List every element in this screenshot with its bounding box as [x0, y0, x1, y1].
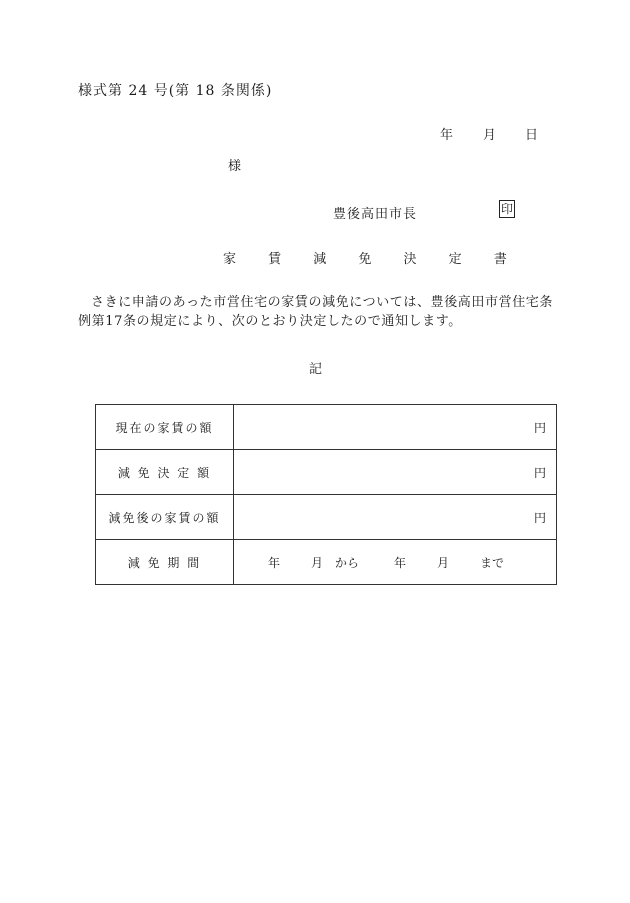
form-number: 様式第 24 号(第 18 条関係) [78, 83, 273, 99]
body-text: さきに申請のあった市営住宅の家賃の減免については、豊後高田市営住宅条例第17条の規定により、次のとおり決定したので通知します。 [78, 295, 554, 329]
row-value-unit: 円 [234, 405, 557, 450]
period-month1: 月 [311, 556, 324, 570]
period-cell [234, 540, 557, 585]
issuer-title: 豊後高田市長 [333, 207, 418, 222]
row-value-unit: 円 [234, 450, 557, 495]
table-row [96, 540, 557, 585]
row-label: 減 免 期 間 [96, 540, 234, 585]
row-label: 現在の家賃の額 [96, 405, 234, 450]
row-value-unit: 円 [234, 495, 557, 540]
ki-heading: 記 [309, 362, 323, 377]
table-row [96, 495, 557, 540]
table-row [96, 405, 557, 450]
date-month-label: 月 [483, 128, 497, 143]
period-from: から [335, 556, 360, 570]
detail-table [95, 404, 557, 585]
period-month2: 月 [437, 556, 450, 570]
period-year2: 年 [394, 556, 407, 570]
date-day-label: 日 [525, 128, 539, 143]
row-label: 減 免 決 定 額 [96, 450, 234, 495]
period-year1: 年 [268, 556, 281, 570]
table-row [96, 450, 557, 495]
date-year-label: 年 [440, 128, 454, 143]
document-title: 家 賃 減 免 決 定 書 [223, 252, 521, 267]
row-label: 減免後の家賃の額 [96, 495, 234, 540]
addressee-suffix: 様 [228, 159, 242, 174]
period-to: まで [480, 556, 505, 570]
seal-mark: 印 [501, 202, 514, 216]
